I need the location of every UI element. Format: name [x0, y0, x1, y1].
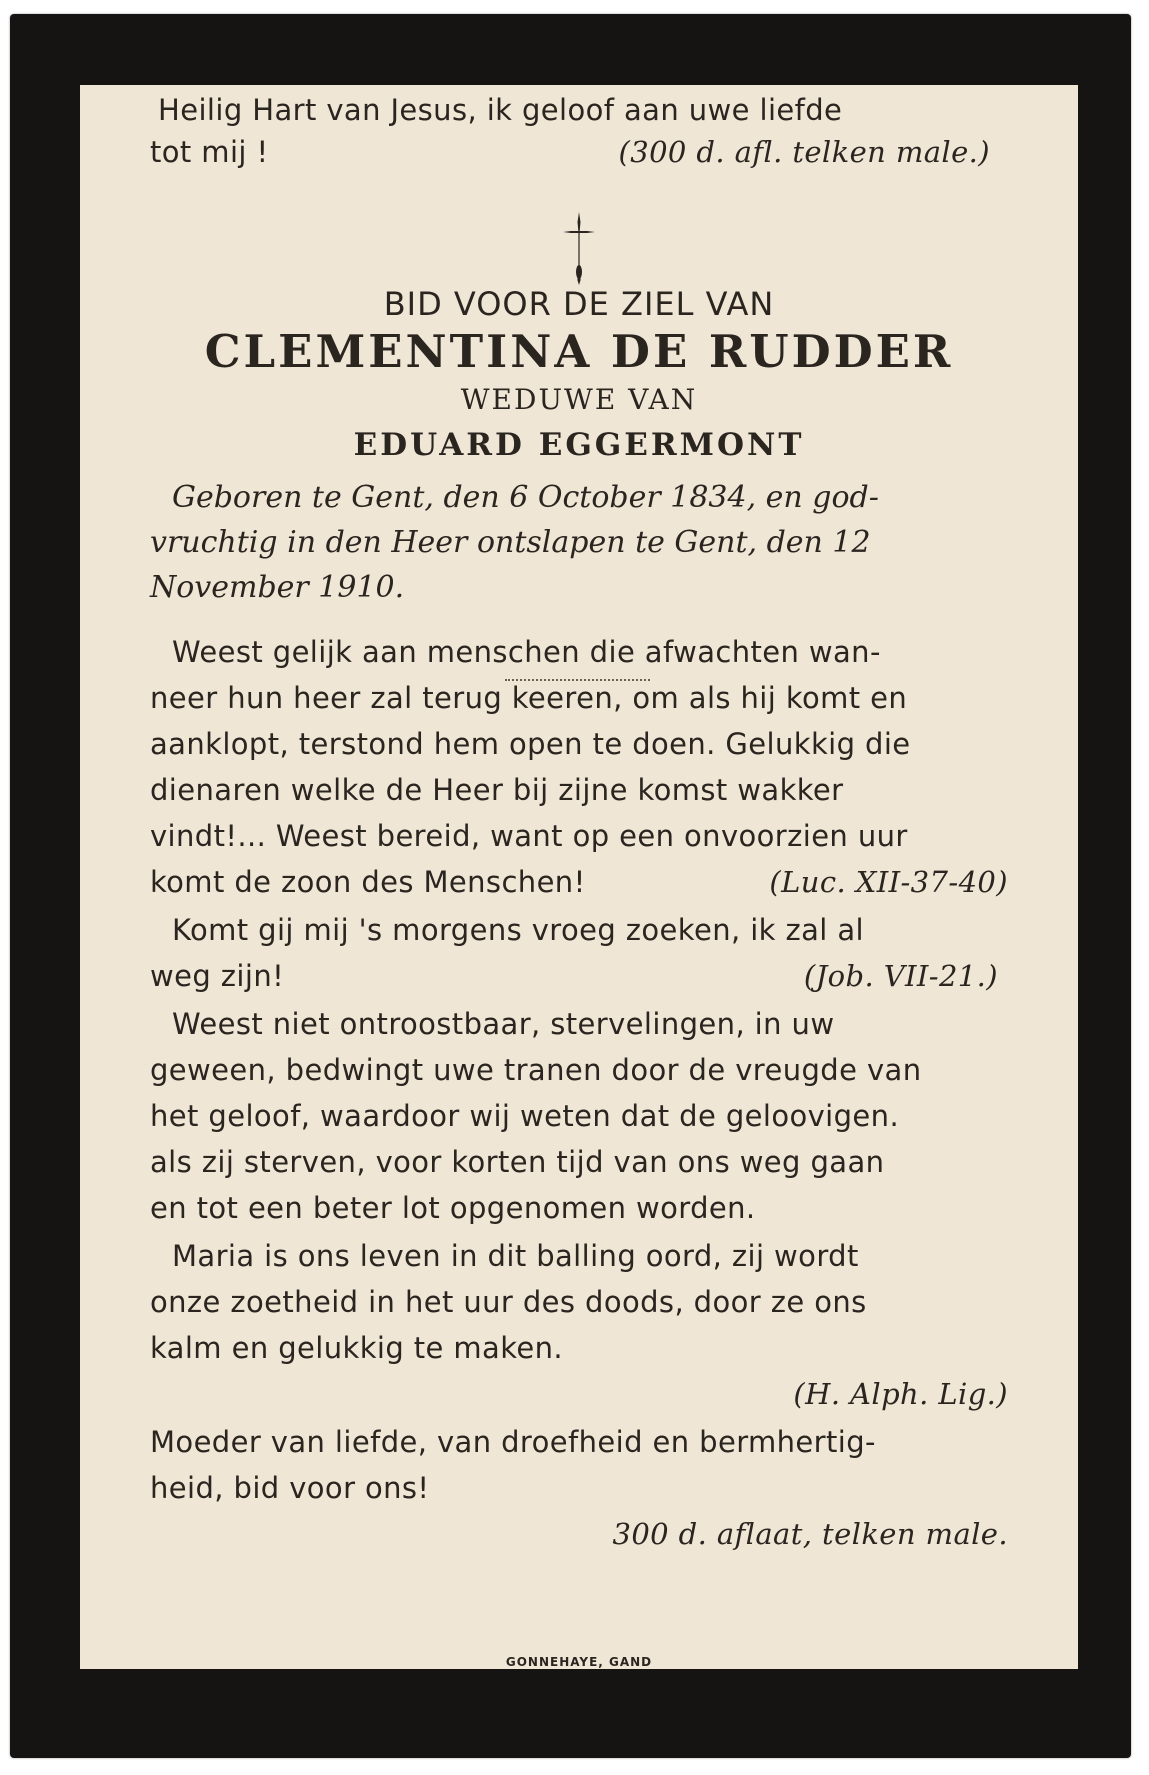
passage1-line-1: Weest gelijk aan menschen die afwachten wan- — [172, 635, 881, 669]
widow-of-label: WEDUWE VAN — [460, 383, 698, 416]
passage1-reference: (Luc. XII-37-40) — [769, 865, 1008, 899]
header-line-2-left: tot mij ! — [150, 135, 269, 169]
passage4-line-2: onze zoetheid in het uur des doods, door ze ons — [150, 1285, 867, 1319]
passage1-line-6-text: komt de zoon des Menschen! — [150, 865, 586, 899]
passage4-reference: (H. Alph. Lig.) — [793, 1377, 1008, 1411]
indulgence-note: 300 d. aflaat, telken male. — [612, 1517, 1008, 1551]
passage3-line-5: en tot een beter lot opgenomen worden. — [150, 1191, 756, 1225]
header-line-1: Heilig Hart van Jesus, ik geloof aan uwe liefde — [158, 93, 843, 127]
passage1-line-5: vindt!... Weest bereid, want op een onvoorzien uur — [150, 819, 908, 853]
passage1-line-4: dienaren welke de Heer bij zijne komst wakker — [150, 773, 844, 807]
passage4-line-1: Maria is ons leven in dit balling oord, zij wordt — [172, 1239, 859, 1273]
header-indulgence-ref: (300 d. afl. telken male.) — [618, 135, 990, 169]
passage2-line-2-text: weg zijn! — [150, 959, 285, 993]
passage2-line-2 — [150, 959, 1008, 993]
passage2-line-1: Komt gij mij 's morgens vroeg zoeken, ik zal al — [172, 913, 864, 947]
passage4-line-3: kalm en gelukkig te maken. — [150, 1331, 564, 1365]
birth-line-3: November 1910. — [150, 570, 405, 605]
memorial-card-paper — [80, 85, 1078, 1669]
deceased-name: CLEMENTINA DE RUDDER — [204, 325, 954, 378]
passage1-line-3: aanklopt, terstond hem open te doen. Gelukkig die — [150, 727, 911, 761]
passage3-line-3: het geloof, waardoor wij weten dat de geloovigen. — [150, 1099, 900, 1133]
passage2-reference: (Job. VII-21.) — [803, 959, 998, 993]
memorial-card-border — [10, 14, 1131, 1758]
birth-line-1: Geboren te Gent, den 6 October 1834, en god- — [172, 480, 879, 515]
prayer-line-2: heid, bid voor ons! — [150, 1471, 430, 1505]
bid-voor-heading: BID VOOR DE ZIEL VAN — [383, 285, 775, 323]
latin-cross-icon — [80, 210, 1078, 290]
passage3-line-2: geween, bedwingt uwe tranen door de vreugde van — [150, 1053, 922, 1087]
husband-name: EDUARD EGGERMONT — [353, 427, 805, 463]
passage1-line-2: neer hun heer zal terug keeren, om als hij komt en — [150, 681, 908, 715]
header-line-2 — [150, 135, 1008, 169]
birth-line-2: vruchtig in den Heer ontslapen te Gent, den 12 — [150, 525, 871, 560]
passage3-line-4: als zij sterven, voor korten tijd van ons weg gaan — [150, 1145, 885, 1179]
passage3-line-1: Weest niet ontroostbaar, stervelingen, in uw — [172, 1007, 835, 1041]
printer-mark: GONNEHAYE, GAND — [505, 1655, 653, 1669]
prayer-line-1: Moeder van liefde, van droefheid en bermhertig- — [150, 1425, 876, 1459]
passage1-line-6 — [150, 865, 1008, 899]
